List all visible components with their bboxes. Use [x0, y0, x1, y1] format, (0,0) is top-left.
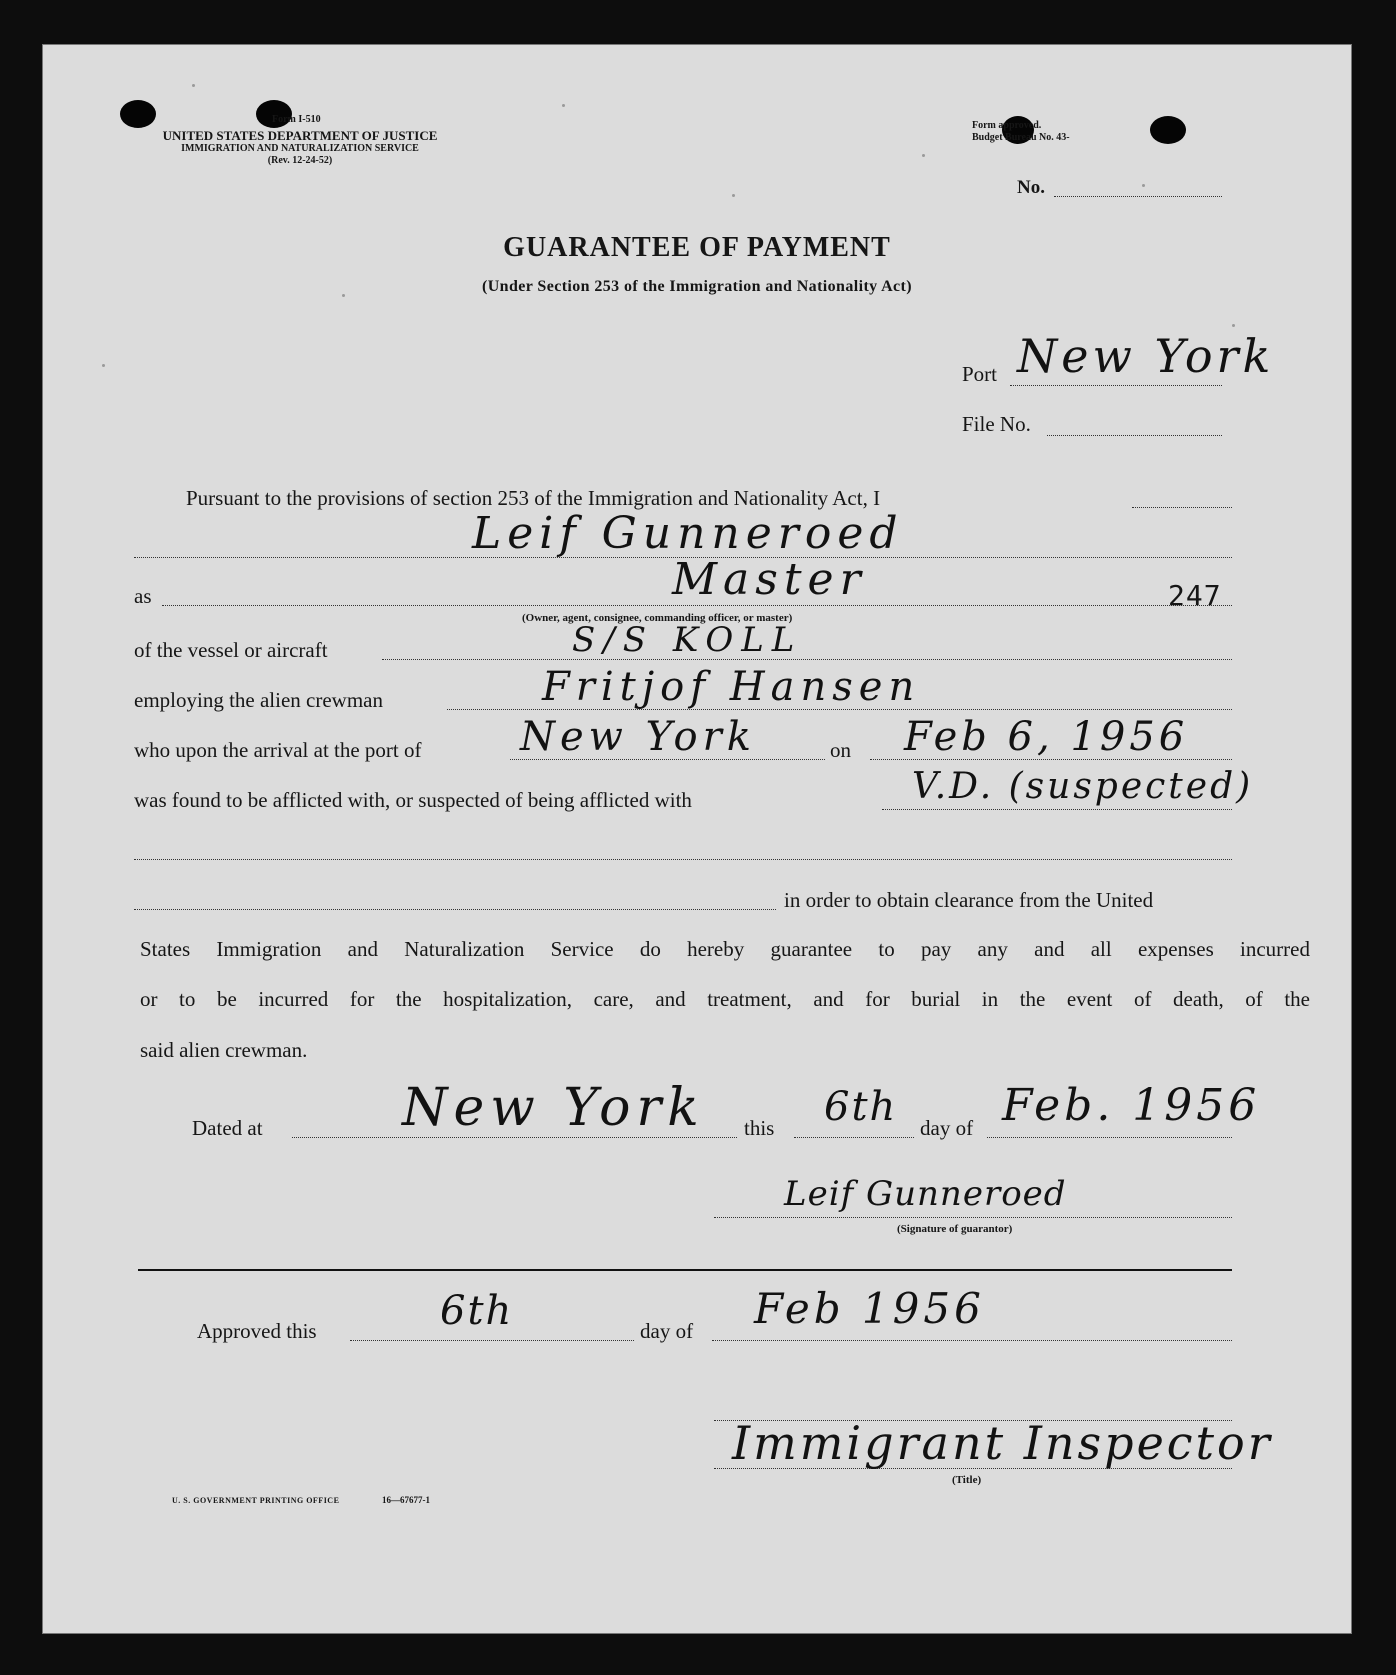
no-field[interactable]: [1054, 196, 1222, 197]
approved-day-of-label: day of: [640, 1319, 694, 1343]
capacity-number: 247: [1168, 579, 1222, 612]
print-code: 16—67677-1: [382, 1495, 430, 1505]
agency-line2: IMMIGRATION AND NATURALIZATION SERVICE: [181, 143, 419, 154]
arrival-label: who upon the arrival at the port of: [134, 738, 422, 762]
approval-line1: Form approved.: [972, 120, 1042, 131]
dated-day-value: 6th: [824, 1084, 898, 1130]
vessel-value: S/S KOLL: [572, 620, 803, 660]
vessel-label: of the vessel or aircraft: [134, 638, 328, 662]
printer-imprint: U. S. GOVERNMENT PRINTING OFFICE: [172, 1496, 340, 1505]
arrival-date-value: Feb 6, 1956: [904, 714, 1189, 760]
file-no-field[interactable]: [1047, 435, 1222, 436]
dated-day-of-label: day of: [920, 1116, 974, 1140]
paper-speck: [1232, 324, 1235, 327]
approved-day-field[interactable]: [350, 1340, 634, 1341]
paper-speck: [192, 84, 195, 87]
body-line3: said alien crewman.: [140, 1038, 308, 1062]
approval-title-value: Immigrant Inspector: [732, 1416, 1273, 1470]
intro-text: Pursuant to the provisions of section 253 of the Immigration and Nationality Act, I: [186, 486, 881, 510]
port-value: New York: [1017, 329, 1275, 383]
paper-speck: [922, 154, 925, 157]
dated-month-year-value: Feb. 1956: [1002, 1080, 1261, 1131]
title-caption: (Title): [952, 1474, 982, 1486]
capacity-caption: (Owner, agent, consignee, commanding officer, or master): [522, 612, 793, 624]
vessel-field[interactable]: [382, 659, 1232, 660]
paper-speck: [562, 104, 565, 107]
document-subtitle: (Under Section 253 of the Immigration and Nationality Act): [482, 278, 912, 295]
punch-hole: [1150, 116, 1186, 144]
document-title: GUARANTEE OF PAYMENT: [503, 232, 891, 263]
capacity-value: Master: [672, 554, 867, 605]
agency-line1: UNITED STATES DEPARTMENT OF JUSTICE: [162, 128, 438, 143]
no-label: No.: [1017, 177, 1045, 198]
paper-speck: [102, 364, 105, 367]
condition-field-line2[interactable]: [134, 859, 1232, 860]
approved-day-value: 6th: [440, 1288, 514, 1334]
dated-label: Dated at: [192, 1116, 263, 1140]
on-label: on: [830, 738, 851, 762]
afflicted-label: was found to be afflicted with, or suspected of being afflicted with: [134, 788, 692, 812]
paper-speck: [732, 194, 735, 197]
guarantor-signature: Leif Gunneroed: [784, 1174, 1067, 1214]
section-divider: [138, 1269, 1232, 1271]
approved-month-year-field[interactable]: [712, 1340, 1232, 1341]
clearance-text: in order to obtain clearance from the United: [784, 888, 1154, 912]
as-label: as: [134, 584, 152, 608]
body-line1: States Immigration and Naturalization Service do hereby guarantee to pay any and all expenses incurred: [140, 937, 1310, 961]
dated-place-value: New York: [402, 1078, 705, 1138]
form-number: Form I-510: [272, 114, 321, 125]
port-label: Port: [962, 362, 998, 386]
condition-value: V.D. (suspected): [912, 766, 1254, 807]
dated-month-year-field[interactable]: [987, 1137, 1232, 1138]
arrival-port-value: New York: [520, 714, 756, 760]
crewman-value: Fritjof Hansen: [542, 664, 921, 710]
crewman-label: employing the alien crewman: [134, 688, 383, 712]
approved-label: Approved this: [197, 1319, 317, 1343]
dated-day-field[interactable]: [794, 1137, 914, 1138]
condition-field[interactable]: [882, 809, 1232, 810]
signature-field[interactable]: [714, 1217, 1232, 1218]
body-line2: or to be incurred for the hospitalization, care, and treatment, and for burial in the event of death, of the: [140, 987, 1310, 1011]
intro-line-end: [1132, 507, 1232, 508]
dated-this-label: this: [744, 1116, 775, 1140]
punch-hole: [120, 100, 156, 128]
condition-field-line3[interactable]: [134, 909, 776, 910]
capacity-field[interactable]: [162, 605, 1232, 606]
signature-caption: (Signature of guarantor): [897, 1223, 1013, 1235]
approved-month-year-value: Feb 1956: [754, 1284, 985, 1333]
approval-line2: Budget Bureau No. 43-: [972, 132, 1070, 143]
paper-speck: [1142, 184, 1145, 187]
port-field[interactable]: [1010, 385, 1222, 386]
approval-block: [972, 120, 1070, 144]
revision: (Rev. 12-24-52): [267, 155, 333, 166]
agency-header: [120, 128, 480, 167]
guarantor-name-value: Leif Gunneroed: [472, 508, 904, 559]
file-no-label: File No.: [962, 412, 1031, 436]
form-sheet: [42, 44, 1352, 1634]
